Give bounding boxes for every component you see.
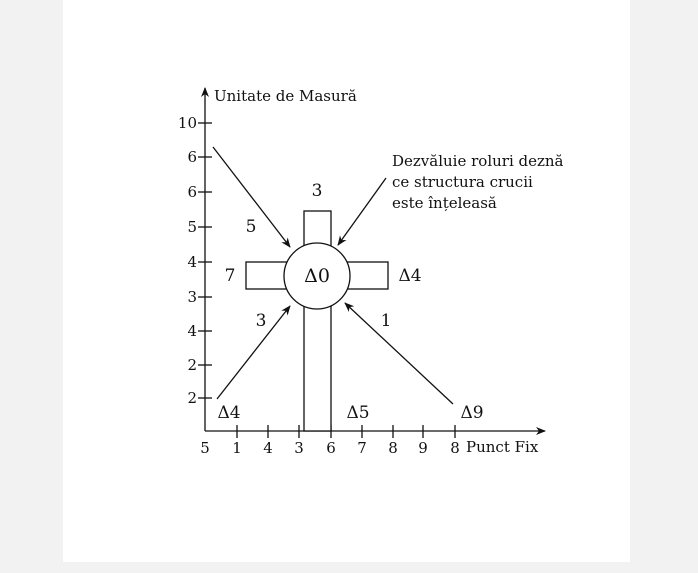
x-tick-label: 3	[294, 439, 304, 457]
annotation-line-3: este înțeleasă	[392, 194, 497, 212]
x-tick-label: 6	[326, 439, 336, 457]
label-lower-left: 3	[255, 311, 267, 331]
label-right: Δ4	[398, 266, 422, 286]
label-top: 3	[311, 181, 323, 201]
y-tick-label: 6	[187, 183, 197, 201]
annotation-line-2: ce structura crucii	[392, 173, 533, 191]
label-upper-left: 5	[245, 217, 257, 237]
label-center: Δ0	[304, 265, 330, 287]
y-tick-label: 10	[177, 114, 197, 132]
annotation-line-1: Dezvăluie roluri deznă	[392, 152, 564, 170]
x-tick-label: 4	[263, 439, 273, 457]
y-tick-label: 4	[187, 322, 197, 340]
x-tick-label: 9	[418, 439, 428, 457]
arrow-lower-left	[217, 306, 290, 399]
y-axis-label: Unitate de Masură	[214, 87, 357, 105]
x-tick-label: 7	[357, 439, 367, 457]
y-tick-label: 6	[187, 148, 197, 166]
x-tick-label: 1	[232, 439, 242, 457]
y-tick-label: 2	[187, 356, 197, 374]
x-tick-label: 8	[388, 439, 398, 457]
label-bottom-center: Δ5	[346, 403, 370, 423]
arrow-lower-right	[345, 303, 453, 404]
x-tick-label: 5	[200, 439, 210, 457]
label-bottom-left: Δ4	[217, 403, 241, 423]
y-tick-label: 5	[187, 218, 197, 236]
y-tick-label: 2	[187, 389, 197, 407]
x-tick-label: 8	[450, 439, 460, 457]
label-left: 7	[224, 266, 236, 286]
label-bottom-right: Δ9	[460, 403, 484, 423]
y-tick-label: 3	[187, 288, 197, 306]
label-lower-right: 1	[380, 311, 392, 331]
y-tick-label: 4	[187, 253, 197, 271]
arrow-annotation	[338, 178, 386, 245]
x-axis-label: Punct Fix	[466, 438, 539, 456]
